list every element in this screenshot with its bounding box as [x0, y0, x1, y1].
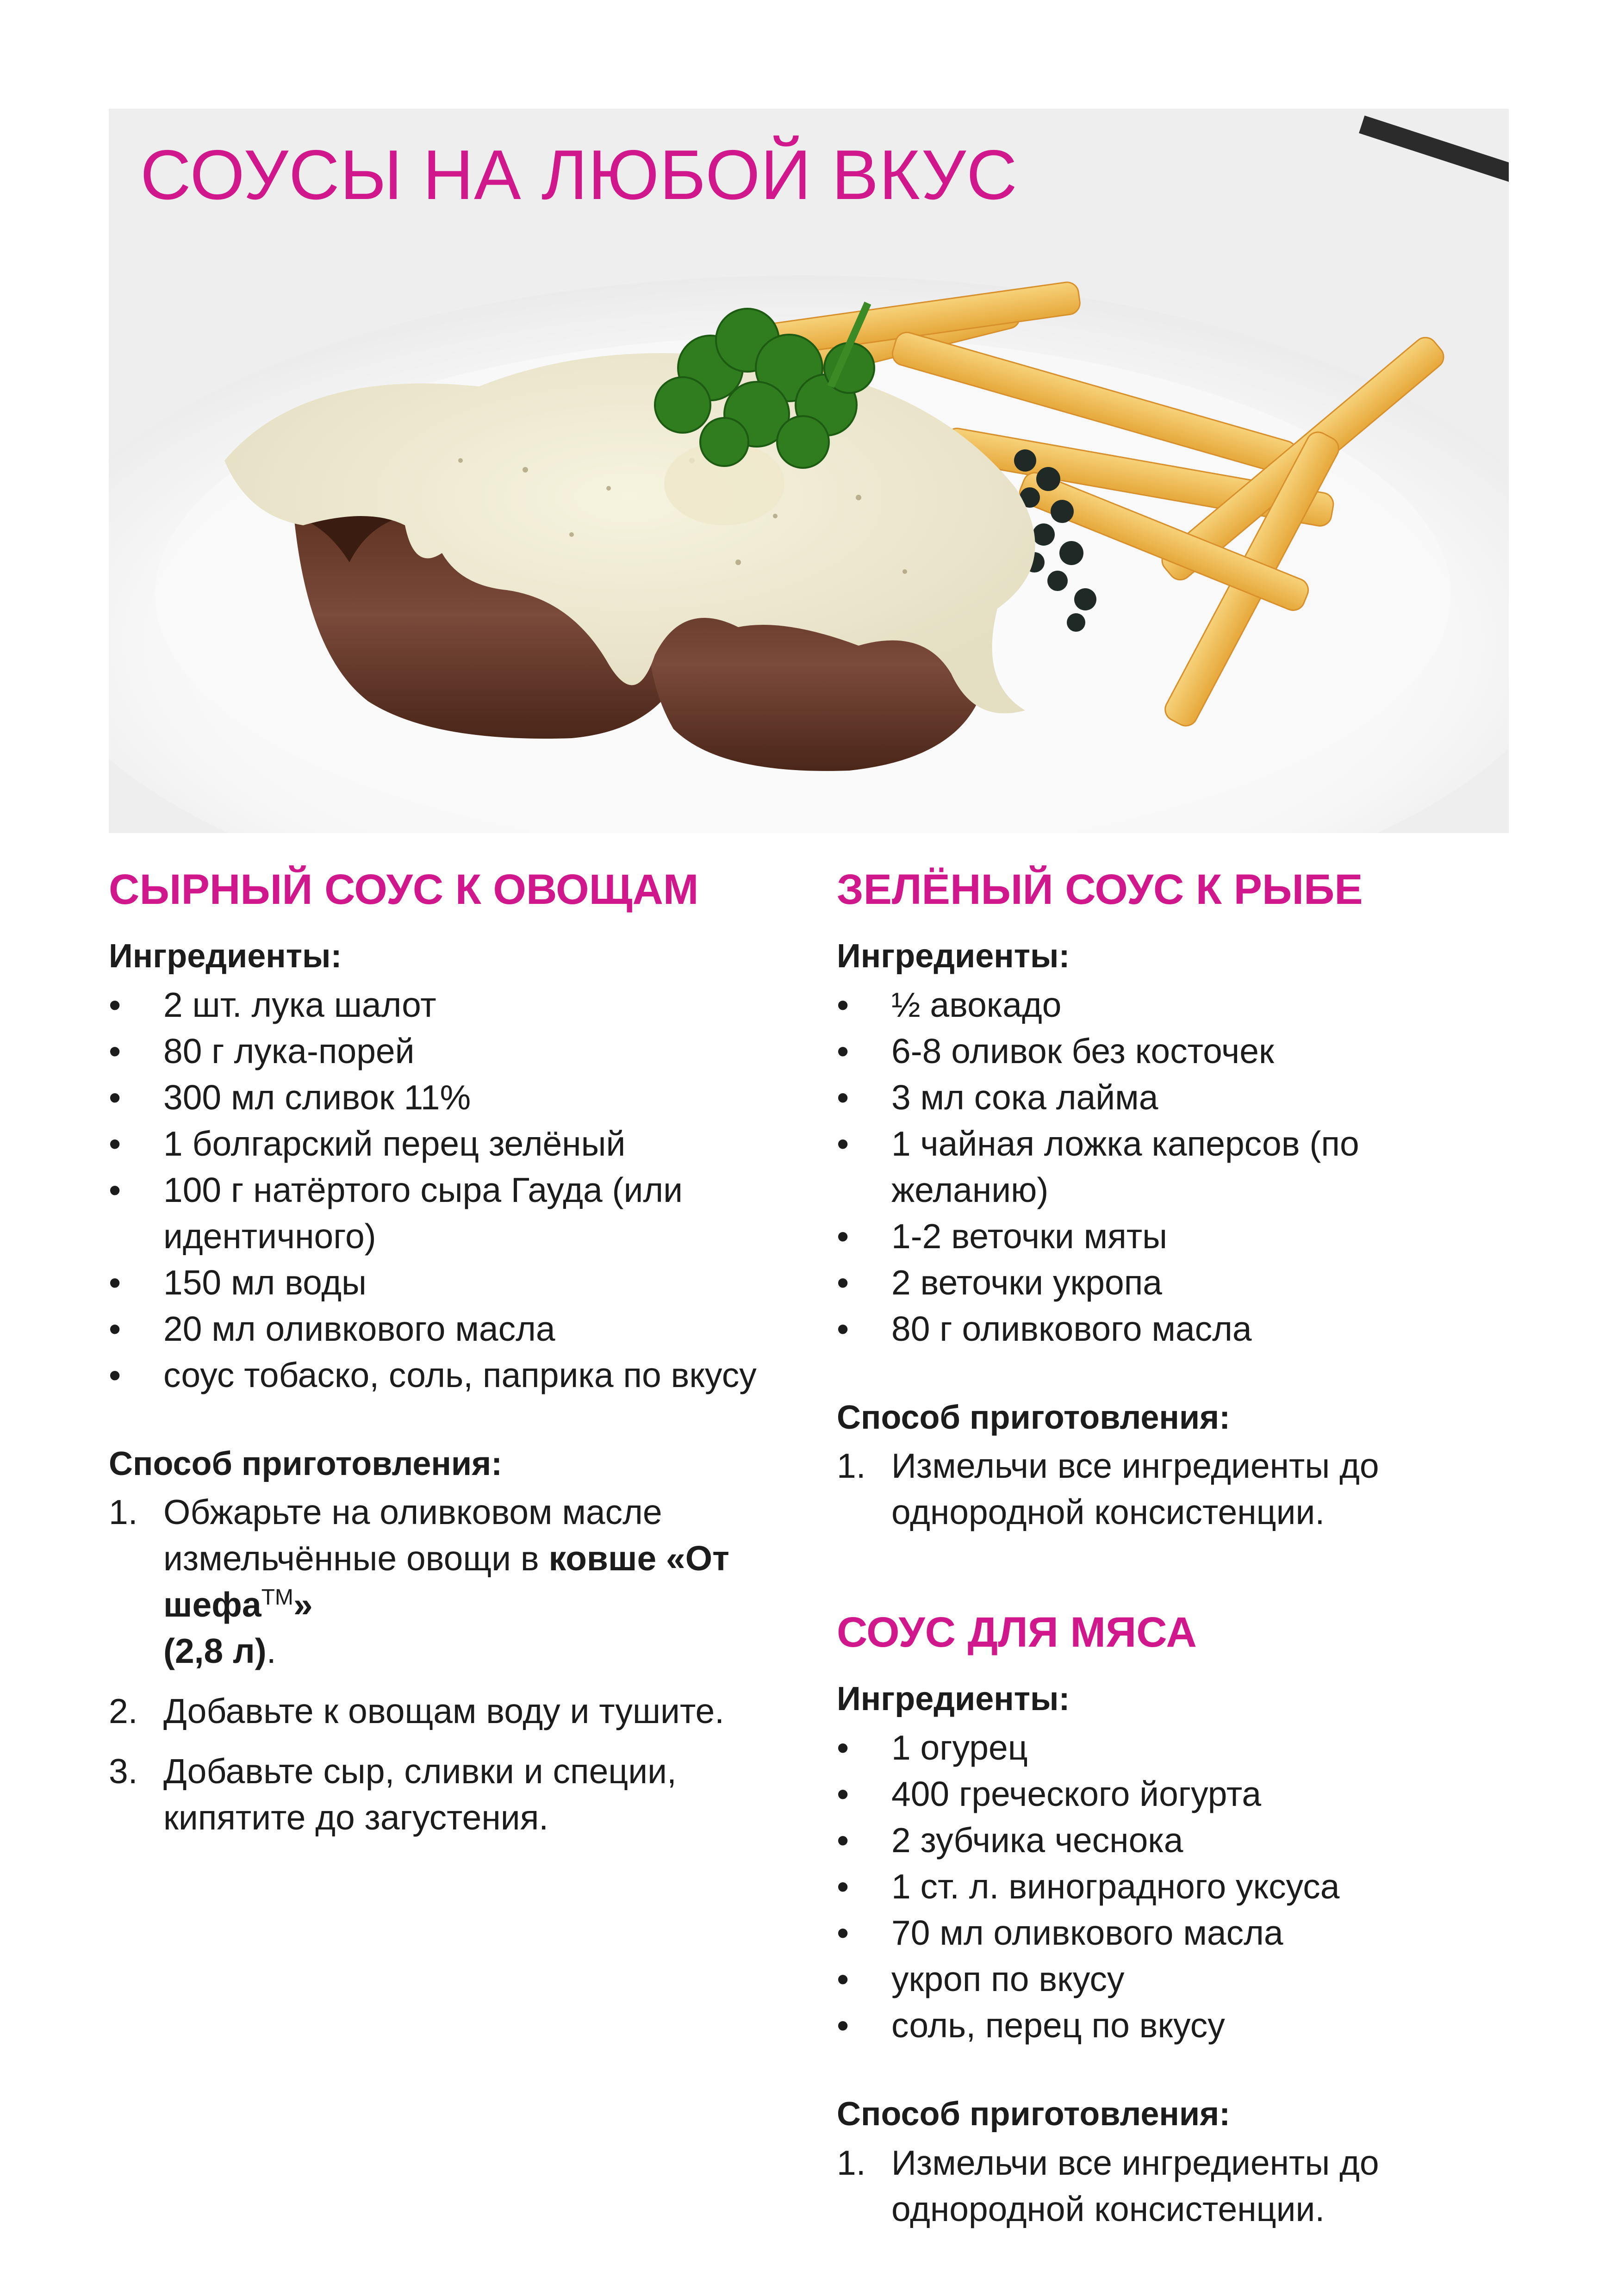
bullet: •: [109, 985, 121, 1024]
green-sauce-recipe: [837, 865, 1512, 1535]
list-item: [109, 1028, 757, 1074]
step-text: Обжарьте на оливковом масле измельчённые овощи в: [163, 1493, 662, 1578]
trademark-sign: TM: [261, 1585, 293, 1610]
step-text: Измельчи все ингредиенты до однородной консистенции.: [891, 1446, 1379, 1532]
meat-sauce-recipe: [837, 1608, 1512, 2232]
list-item: [109, 982, 757, 1028]
product-name-close: »: [293, 1585, 313, 1624]
ingredient-text: 300 мл сливок 11%: [163, 1077, 471, 1117]
list-item: [837, 982, 1512, 1028]
ingredients-heading: Ингредиенты:: [109, 937, 342, 975]
bullet: •: [837, 1959, 849, 1998]
step-number: 1.: [837, 2143, 866, 2182]
bullet: •: [837, 1820, 849, 1860]
bullet: •: [109, 1309, 121, 1348]
ingredients-list: [109, 982, 757, 1398]
page-title: СОУСЫ НА ЛЮБОЙ ВКУС: [140, 136, 1018, 214]
step-number: 1.: [837, 1446, 866, 1486]
list-item: [837, 1724, 1512, 1771]
ingredients-list: [837, 1724, 1512, 2048]
step-number: 2.: [109, 1692, 138, 1731]
list-item: [837, 1306, 1512, 1352]
bullet: •: [837, 1077, 849, 1117]
ingredient-text: 2 зубчика чеснока: [891, 1820, 1183, 1860]
bullet: •: [837, 1867, 849, 1906]
ingredient-text: 400 греческого йогурта: [891, 1774, 1262, 1813]
ingredient-text: 2 шт. лука шалот: [163, 985, 436, 1024]
ingredients-heading: Ингредиенты:: [837, 937, 1070, 975]
method-steps: [837, 1443, 1512, 1535]
list-item: [837, 1910, 1512, 1956]
list-item: [837, 1817, 1512, 1863]
list-item: [837, 1213, 1512, 1259]
hero-photo: [109, 109, 1509, 833]
bullet: •: [837, 1728, 849, 1767]
ingredient-text: соус тобаско, соль, паприка по вкусу: [163, 1355, 757, 1394]
list-item: [109, 1120, 757, 1167]
ingredient-text: 2 веточки укропа: [891, 1263, 1163, 1302]
recipe-title: СЫРНЫЙ СОУС К ОВОЩАМ: [109, 866, 699, 913]
step-item: [837, 1443, 1512, 1535]
bullet: •: [109, 1263, 121, 1302]
bullet: •: [109, 1124, 121, 1163]
list-item: [837, 2002, 1512, 2048]
cheese-sauce-recipe: [109, 865, 757, 1854]
bullet: •: [837, 1124, 849, 1163]
list-item: [109, 1352, 757, 1398]
ingredient-text: 80 г лука-порей: [163, 1031, 415, 1070]
ingredient-text: ½ авокадо: [891, 985, 1062, 1024]
step-item: [109, 1489, 757, 1674]
bullet: •: [109, 1031, 121, 1070]
step-item: [837, 2140, 1512, 2232]
step-text: Добавьте сыр, сливки и специи, кипятите до загустения.: [163, 1752, 677, 1837]
ingredient-text: 70 мл оливкового масла: [891, 1913, 1283, 1952]
ingredient-text: 1 болгарский перец зелёный: [163, 1124, 626, 1163]
step-number: 1.: [109, 1493, 138, 1532]
ingredient-text: укроп по вкусу: [891, 1959, 1125, 1998]
ingredient-text: 80 г оливкового масла: [891, 1309, 1252, 1348]
right-column: [837, 865, 1512, 2246]
product-volume: (2,8 л): [163, 1631, 267, 1671]
method-steps: [837, 2140, 1512, 2232]
method-steps: [109, 1489, 757, 1841]
method-heading: Способ приготовления:: [837, 2095, 1231, 2133]
ingredient-text: 100 г натёртого сыра Гауда (или идентичного): [163, 1170, 683, 1256]
bullet: •: [837, 1216, 849, 1256]
bullet: •: [109, 1170, 121, 1209]
ingredient-text: 1-2 веточки мяты: [891, 1216, 1168, 1256]
recipe-title: СОУС ДЛЯ МЯСА: [837, 1609, 1197, 1656]
step-text: Измельчи все ингредиенты до однородной консистенции.: [891, 2143, 1379, 2228]
ingredient-text: соль, перец по вкусу: [891, 2005, 1225, 2045]
list-item: [837, 1259, 1512, 1306]
list-item: [109, 1167, 757, 1259]
ingredient-text: 3 мл сока лайма: [891, 1077, 1158, 1117]
method-heading: Способ приготовления:: [109, 1445, 503, 1482]
ingredient-text: 1 ст. л. виноградного уксуса: [891, 1867, 1340, 1906]
list-item: [837, 1120, 1512, 1213]
list-item: [837, 1074, 1512, 1120]
steak-with-sauce-illustration: [109, 109, 1509, 833]
bullet: •: [109, 1077, 121, 1117]
list-item: [109, 1074, 757, 1120]
list-item: [837, 1863, 1512, 1910]
list-item: [837, 1956, 1512, 2002]
ingredients-list: [837, 982, 1512, 1352]
ingredient-text: 150 мл воды: [163, 1263, 367, 1302]
bullet: •: [837, 1309, 849, 1348]
bullet: •: [837, 1913, 849, 1952]
list-item: [109, 1259, 757, 1306]
bullet: •: [837, 985, 849, 1024]
bullet: •: [837, 1774, 849, 1813]
bullet: •: [837, 1263, 849, 1302]
step-item: [109, 1688, 757, 1734]
product-name: ковше «От шефа: [163, 1539, 729, 1624]
bullet: •: [109, 1355, 121, 1394]
bullet: •: [837, 1031, 849, 1070]
list-item: [109, 1306, 757, 1352]
list-item: [837, 1028, 1512, 1074]
ingredient-text: 20 мл оливкового масла: [163, 1309, 555, 1348]
step-text: Добавьте к овощам воду и тушите.: [163, 1692, 725, 1731]
recipe-title: ЗЕЛЁНЫЙ СОУС К РЫБЕ: [837, 866, 1363, 913]
method-heading: Способ приготовления:: [837, 1399, 1231, 1436]
ingredients-heading: Ингредиенты:: [837, 1680, 1070, 1718]
bullet: •: [837, 2005, 849, 2045]
ingredient-text: 1 чайная ложка каперсов (по желанию): [891, 1124, 1359, 1209]
step-number: 3.: [109, 1752, 138, 1791]
list-item: [837, 1771, 1512, 1817]
step-text-end: .: [266, 1631, 276, 1671]
ingredient-text: 1 огурец: [891, 1728, 1028, 1767]
ingredient-text: 6-8 оливок без косточек: [891, 1031, 1274, 1070]
step-item: [109, 1748, 757, 1841]
